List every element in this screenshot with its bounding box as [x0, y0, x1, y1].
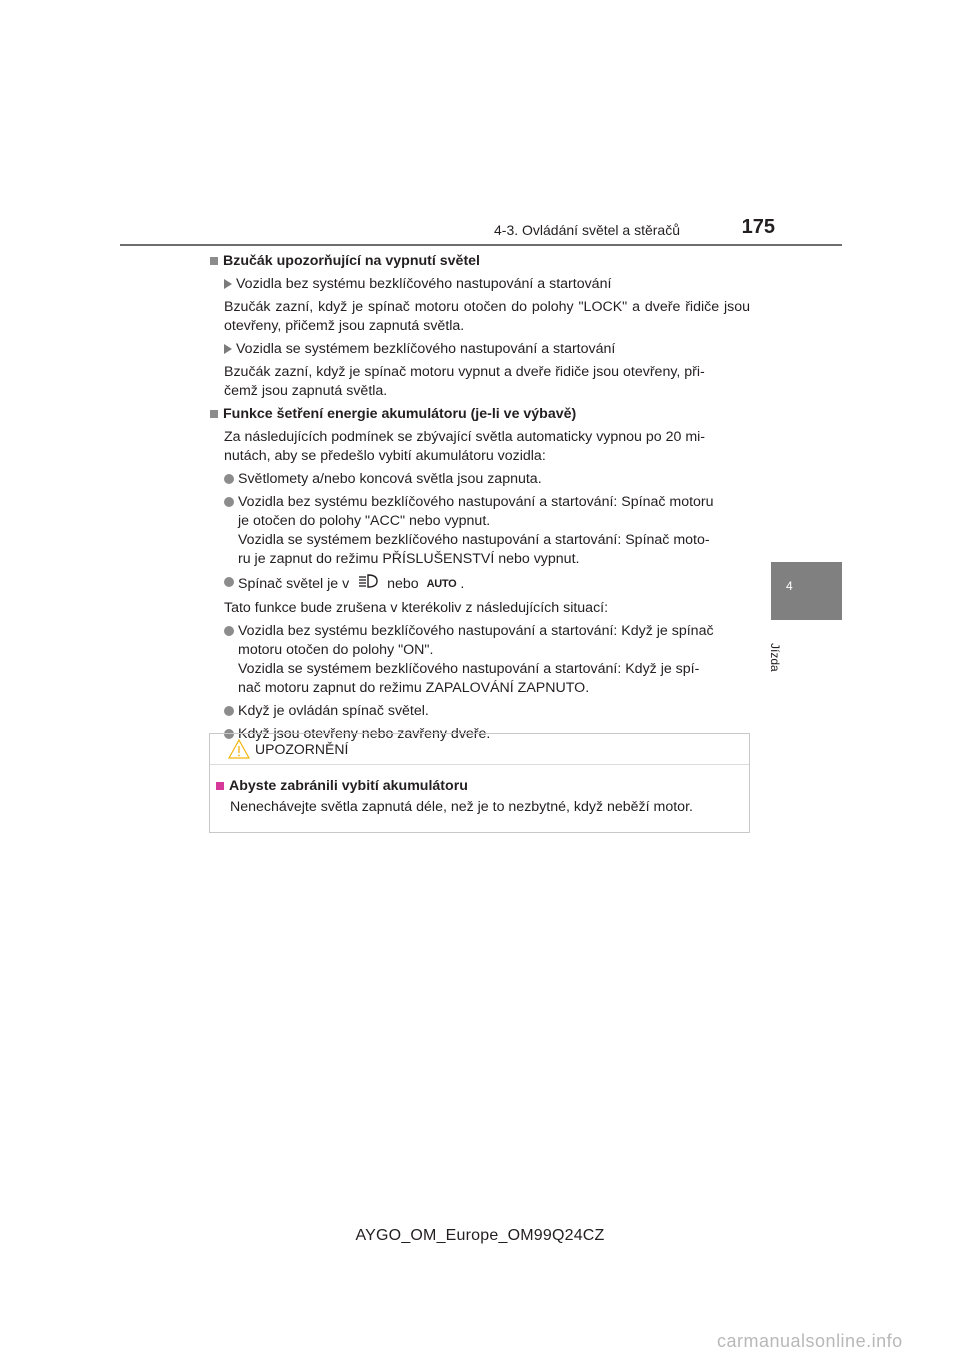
text-line: je otočen do polohy "ACC" nebo vypnut.	[238, 513, 491, 529]
list-item	[224, 573, 750, 595]
round-bullet-icon	[224, 626, 234, 636]
running-header-section: 4-3. Ovládání světel a stěračů	[494, 222, 680, 238]
list-item-text: Světlomety a/nebo koncová světla jsou zapnuta.	[238, 471, 542, 487]
paragraph: Bzučák zazní, když je spínač motoru otočen do polohy "LOCK" a dveře řidiče jsou otevřeny, přičemž jsou zapnutá světla.	[224, 299, 750, 334]
document-id: AYGO_OM_Europe_OM99Q24CZ	[355, 1227, 605, 1244]
text-line: Vozidla se systémem bezklíčového nastupování a startování: Když je spí-	[238, 661, 700, 677]
paragraph	[224, 428, 750, 466]
watermark: carmanualsonline.info	[717, 1331, 903, 1351]
main-content	[210, 252, 750, 748]
warning-header	[210, 734, 749, 765]
paragraph: Tato funkce bude zrušena v kterékoliv z následujících situací:	[224, 600, 609, 616]
chapter-number: 4	[786, 579, 793, 593]
text-line: Vozidla bez systému bezklíčového nastupování a startování: Když je spínač	[238, 623, 714, 639]
text-line: Vozidla se systémem bezklíčového nastupování a startování: Spínač moto-	[238, 532, 710, 548]
warning-text: Nenechávejte světla zapnutá déle, než je to nezbytné, když neběží motor.	[230, 799, 693, 815]
triangle-arrow-icon	[224, 279, 232, 289]
section-heading-text: Bzučák upozorňující na vypnutí světel	[223, 253, 481, 269]
list-item	[224, 470, 750, 489]
square-bullet-icon	[216, 782, 224, 790]
round-bullet-icon	[224, 706, 234, 716]
subheading-keyless	[224, 340, 750, 359]
header-divider	[120, 244, 842, 246]
warning-title: UPOZORNĚNÍ	[255, 741, 349, 757]
warning-subheading	[216, 777, 749, 796]
list-item	[224, 622, 750, 698]
section-heading-text: Funkce šetření energie akumulátoru (je-li ve výbavě)	[223, 406, 577, 422]
warning-box	[209, 733, 750, 833]
headlight-icon	[357, 573, 379, 595]
text-line: Vozidla bez systému bezklíčového nastupování a startování: Spínač motoru	[238, 494, 714, 510]
list-item-text: Když jsou otevřeny nebo zavřeny dveře.	[238, 726, 491, 742]
warning-body	[210, 765, 749, 817]
subheading-text: Vozidla se systémem bezklíčového nastupování a startování	[236, 341, 616, 357]
text-line: ru je zapnut do režimu PŘÍSLUŠENSTVÍ nebo vypnut.	[238, 551, 580, 567]
chapter-label: Jízda	[768, 643, 782, 672]
auto-light-icon: AUTO	[426, 577, 457, 590]
section-heading-buzzer	[210, 252, 750, 271]
text-line: nač motoru zapnut do režimu ZAPALOVÁNÍ ZAPNUTO.	[238, 680, 590, 696]
chapter-tab	[771, 562, 842, 620]
section-heading-battery-saver	[210, 405, 750, 424]
subheading-text: Vozidla bez systému bezklíčového nastupování a startování	[236, 276, 612, 292]
list-item-text: Když je ovládán spínač světel.	[238, 703, 429, 719]
page-number: 175	[741, 216, 775, 238]
list-item-text: nebo	[387, 575, 419, 592]
paragraph	[224, 363, 750, 401]
text-line: motoru otočen do polohy "ON".	[238, 642, 434, 658]
text-line: nutách, aby se předešlo vybití akumulátoru vozidla:	[224, 448, 546, 464]
round-bullet-icon	[224, 474, 234, 484]
text-line: čemž jsou zapnutá světla.	[224, 383, 388, 399]
text-line: Za následujících podmínek se zbývající světla automaticky vypnou po 20 mi-	[224, 429, 706, 445]
text-line: Bzučák zazní, když je spínač motoru vypnut a dveře řidiče jsou otevřeny, při-	[224, 364, 705, 380]
list-item	[224, 702, 750, 721]
triangle-arrow-icon	[224, 344, 232, 354]
round-bullet-icon	[224, 577, 234, 587]
list-item-text: .	[460, 575, 465, 592]
list-item	[224, 493, 750, 569]
subheading-no-keyless	[224, 275, 750, 294]
warning-subheading-text: Abyste zabránili vybití akumulátoru	[229, 778, 468, 794]
square-bullet-icon	[210, 410, 218, 418]
round-bullet-icon	[224, 497, 234, 507]
list-item-text: Spínač světel je v	[238, 575, 350, 592]
warning-triangle-icon	[228, 739, 250, 764]
square-bullet-icon	[210, 257, 218, 265]
